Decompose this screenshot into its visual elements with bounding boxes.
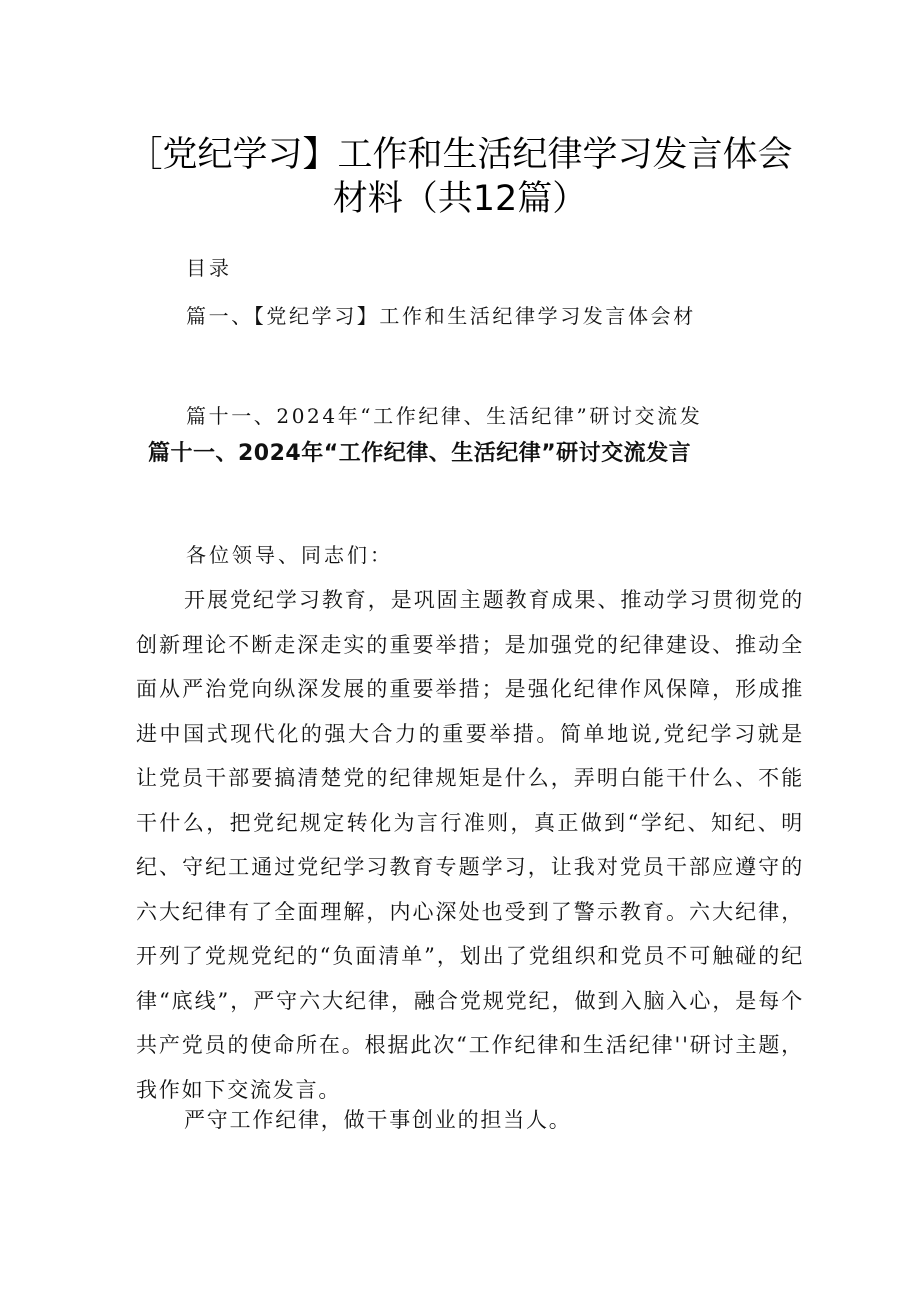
toc-item[interactable]: 篇一、【党纪学习】工作和生活纪律学习发言体会材 [186,304,696,328]
body-paragraph: 严守工作纪律，做干事创业的担当人。 [184,1108,572,1132]
body-paragraph: 开展党纪学习教育，是巩固主题教育成果、推动学习贯彻党的创新理论不断走深走实的重要举措；是加强党的纪律建设、推动全面从严治党向纵深发展的重要举措；是强化纪律作风保障，形成推进中国式现代化的强大合力的重要举措。简单地说,党纪学习就是让党员干部要搞清楚党的纪律规矩是什么，弄明白能干什么、不能干什么，把党纪规定转化为言行准则，真正做到“学纪、知纪、明纪、守纪工通过党纪学习教育专题学习，让我对党员干部应遵守的六大纪律有了全面理解，内心深处也受到了警示教育。六大纪律，开列了党规党纪的“负面清单”，划出了党组织和党员不可触碰的纪律“底线”，严守六大纪律，融合党规党纪，做到入脑入心，是每个共产党员的使命所在。根据此次“工作纪律和生活纪律''研讨主题，我作如下交流发言。 [136,588,804,1102]
greeting: 各位领导、同志们： [186,543,393,567]
section-heading: 篇十一、2024年“工作纪律、生活纪律”研讨交流发言 [148,441,692,466]
document-title-line-2: 材料（共12篇） [332,179,588,219]
toc-item[interactable]: 篇十一、2024年“工作纪律、生活纪律”研讨交流发 [186,404,703,428]
document-title-line-1: ［党纪学习】工作和生活纪律学习发言体会 [127,135,793,175]
toc-label: 目录 [186,256,232,280]
